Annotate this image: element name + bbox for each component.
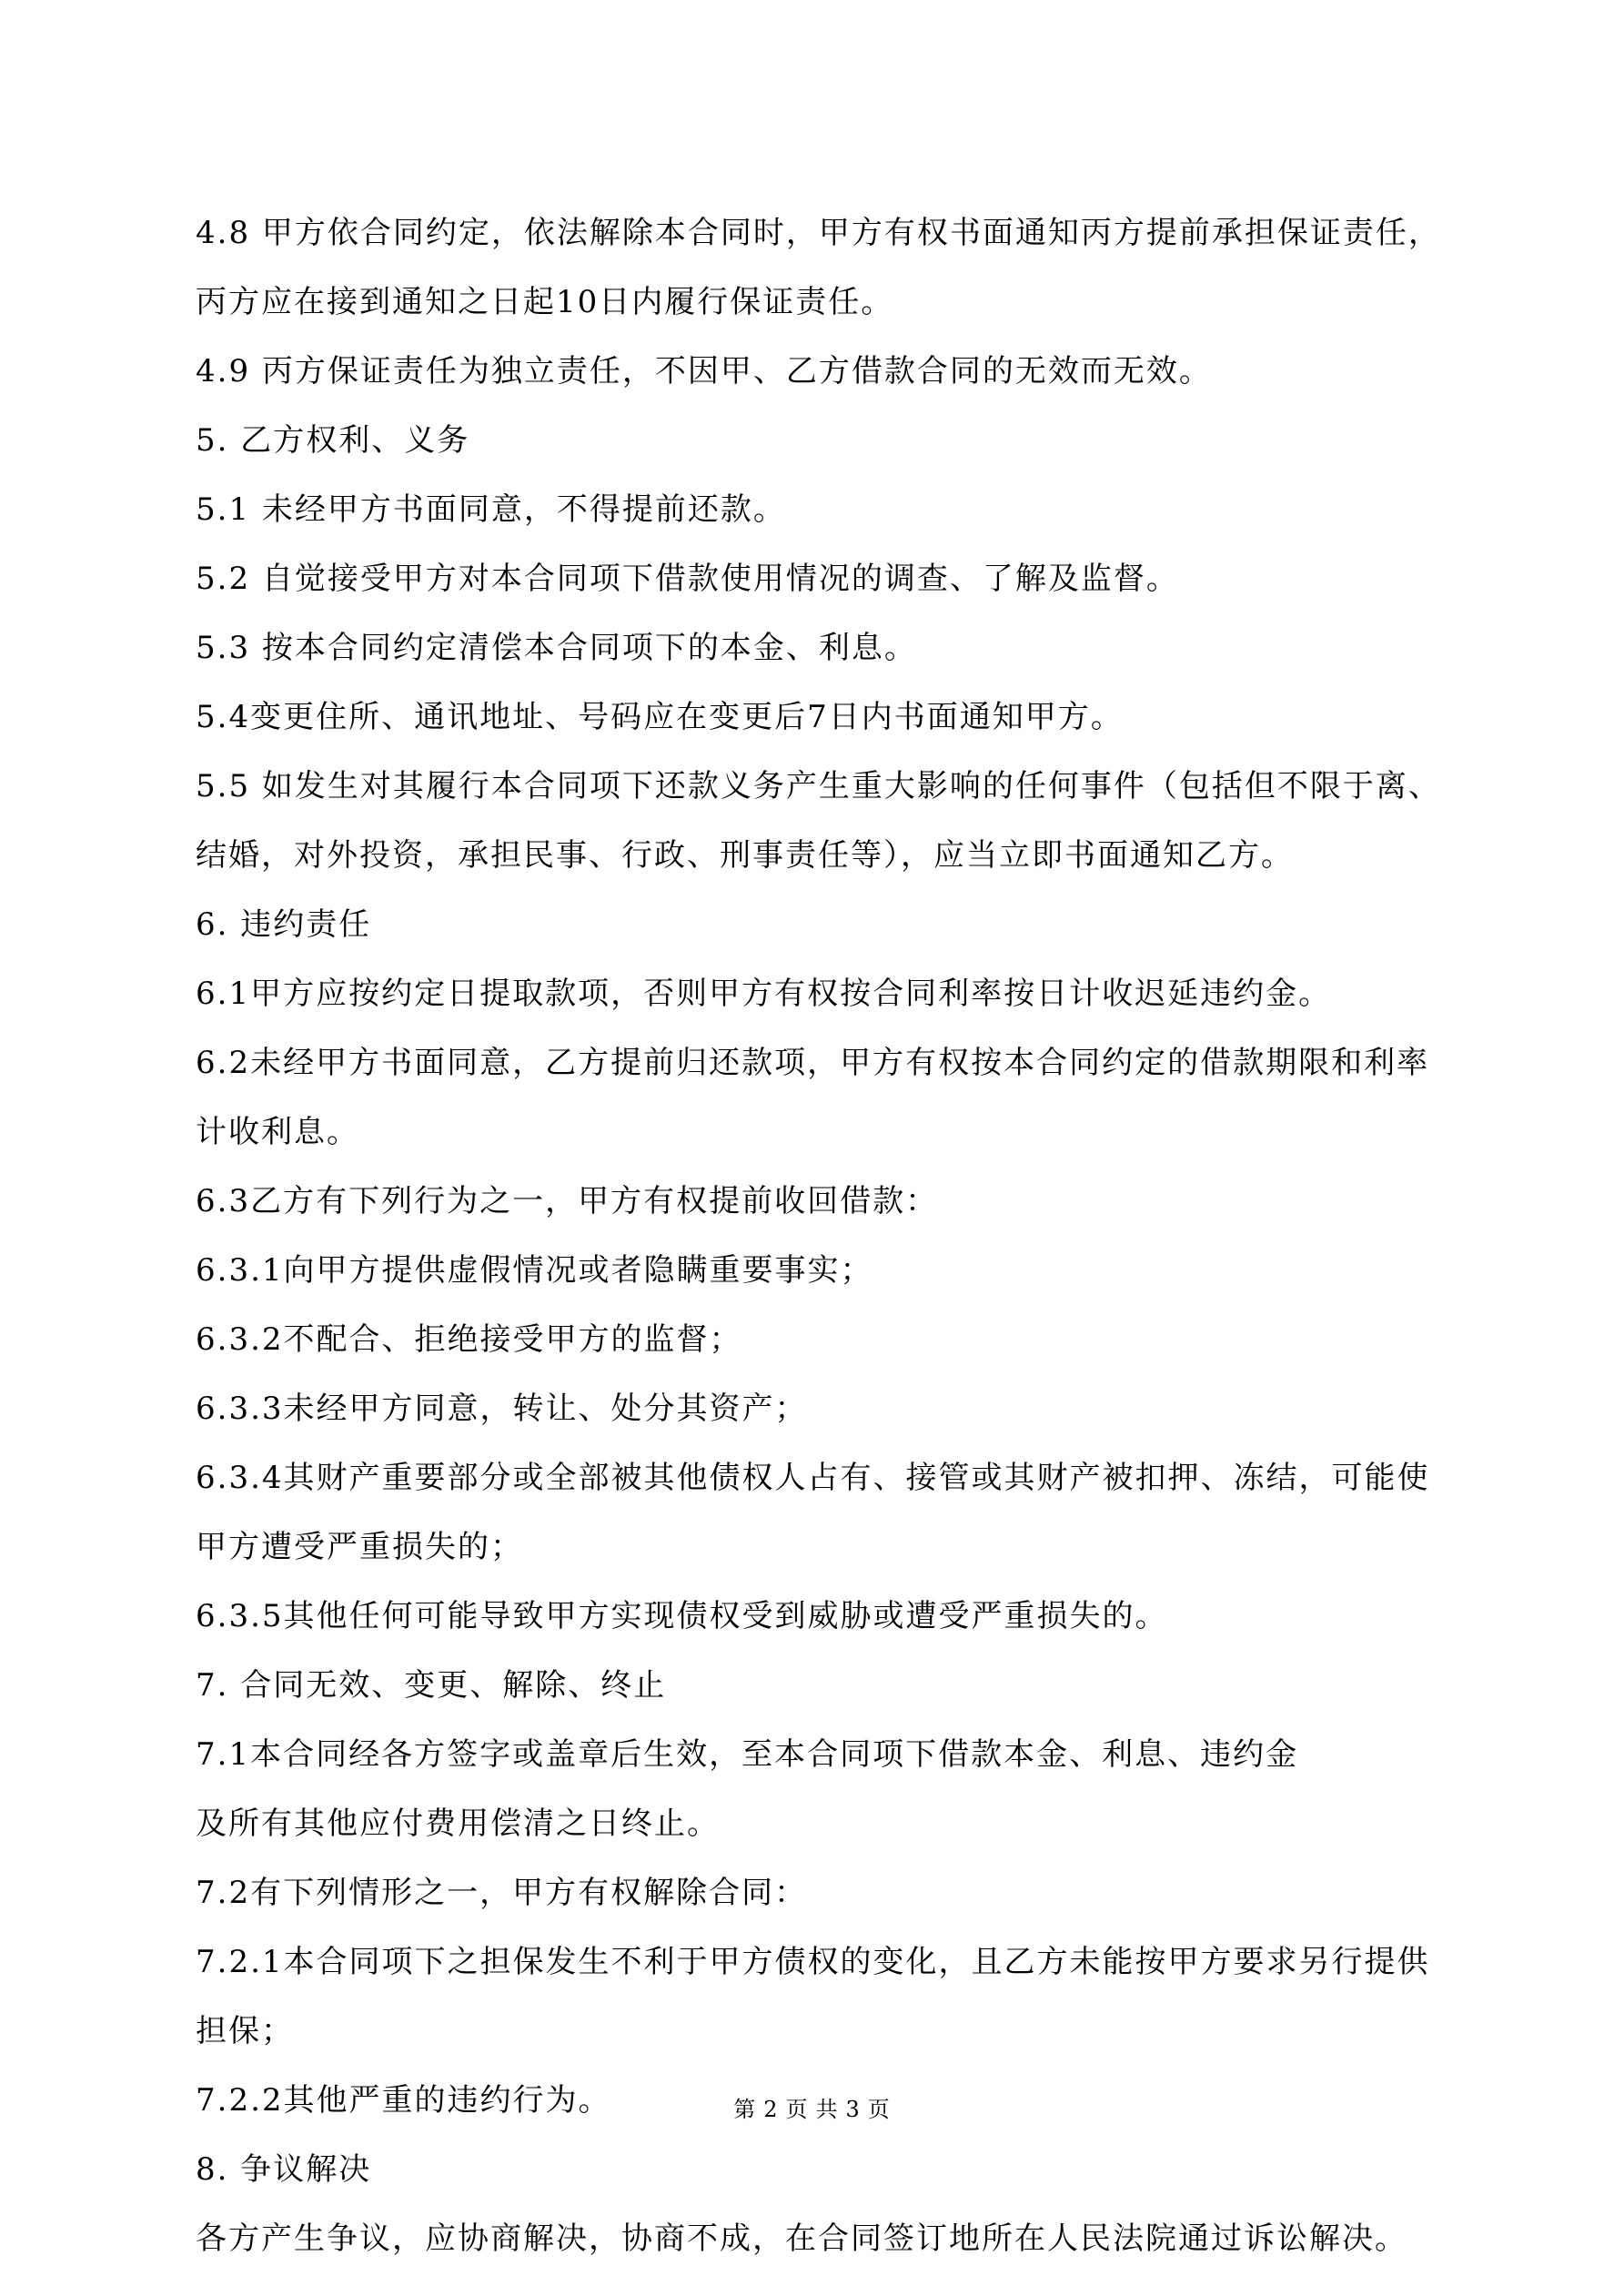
text-line: 及所有其他应付费用偿清之日终止。	[196, 1805, 720, 1842]
text-line: 4.8 甲方依合同约定，依法解除本合同时，甲方有权书面通知丙方提前承担保证责任，	[196, 215, 1441, 251]
footer-total-pages: 3	[845, 2097, 861, 2122]
text-line: 7.2.1本合同项下之担保发生不利于甲方债权的变化，且乙方未能按甲方要求另行提供	[196, 1944, 1430, 1980]
text-line: 7.2.2其他严重的违约行为。	[196, 2082, 611, 2119]
text-line: 6.3.3未经甲方同意，转让、处分其资产；	[196, 1391, 808, 1427]
text-line: 6.3.4其财产重要部分或全部被其他债权人占有、接管或其财产被扣押、冻结，可能使	[196, 1460, 1430, 1496]
text-line: 4.9 丙方保证责任为独立责任，不因甲、乙方借款合同的无效而无效。	[196, 353, 1212, 389]
text-line: 5.2 自觉接受甲方对本合同项下借款使用情况的调查、了解及监督。	[196, 561, 1179, 597]
text-line: 计收利息。	[196, 1114, 359, 1150]
text-line: 担保；	[196, 2013, 294, 2049]
footer-suffix: 页	[867, 2097, 891, 2122]
text-line: 5.4变更住所、通讯地址、号码应在变更后7日内书面通知甲方。	[196, 699, 1124, 735]
section-heading: 5. 乙方权利、义务	[196, 422, 470, 459]
text-line: 5.5 如发生对其履行本合同项下还款义务产生重大影响的任何事件（包括但不限于离、	[196, 768, 1441, 804]
contract-body	[196, 198, 1451, 2273]
text-line: 丙方应在接到通知之日起10日内履行保证责任。	[196, 284, 894, 320]
text-line: 6.2未经甲方书面同意，乙方提前归还款项，甲方有权按本合同约定的借款期限和利率	[196, 1045, 1430, 1081]
footer-prefix: 第	[733, 2097, 757, 2122]
text-line: 甲方遭受严重损失的；	[196, 1529, 523, 1565]
text-line: 7.2有下列情形之一，甲方有权解除合同：	[196, 1875, 808, 1911]
text-line: 6.3乙方有下列行为之一，甲方有权提前收回借款：	[196, 1183, 939, 1219]
text-line: 6.3.5其他任何可能导致甲方实现债权受到威胁或遭受严重损失的。	[196, 1598, 1168, 1634]
text-line: 5.3 按本合同约定清偿本合同项下的本金、利息。	[196, 630, 917, 666]
footer-total-word: 共	[815, 2097, 839, 2122]
section-heading: 6. 违约责任	[196, 906, 372, 943]
text-line: 6.1甲方应按约定日提取款项，否则甲方有权按合同利率按日计收迟延违约金。	[196, 976, 1332, 1012]
section-heading: 8. 争议解决	[196, 2151, 372, 2188]
text-line: 结婚，对外投资，承担民事、行政、刑事责任等），应当立即书面通知乙方。	[196, 837, 1294, 874]
page-footer	[0, 2095, 1624, 2124]
text-line: 各方产生争议，应协商解决，协商不成，在合同签订地所在人民法院通过诉讼解决。	[196, 2220, 1407, 2257]
text-line: 5.1 未经甲方书面同意，不得提前还款。	[196, 491, 786, 528]
text-line: 7.1本合同经各方签字或盖章后生效，至本合同项下借款本金、利息、违约金	[196, 1736, 1299, 1773]
section-heading: 7. 合同无效、变更、解除、终止	[196, 1667, 667, 1704]
footer-current-page: 2	[763, 2097, 779, 2122]
text-line: 6.3.1向甲方提供虚假情况或者隐瞒重要事实；	[196, 1252, 873, 1289]
text-line: 6.3.2不配合、拒绝接受甲方的监督；	[196, 1321, 742, 1358]
footer-page-word: 页	[785, 2097, 809, 2122]
